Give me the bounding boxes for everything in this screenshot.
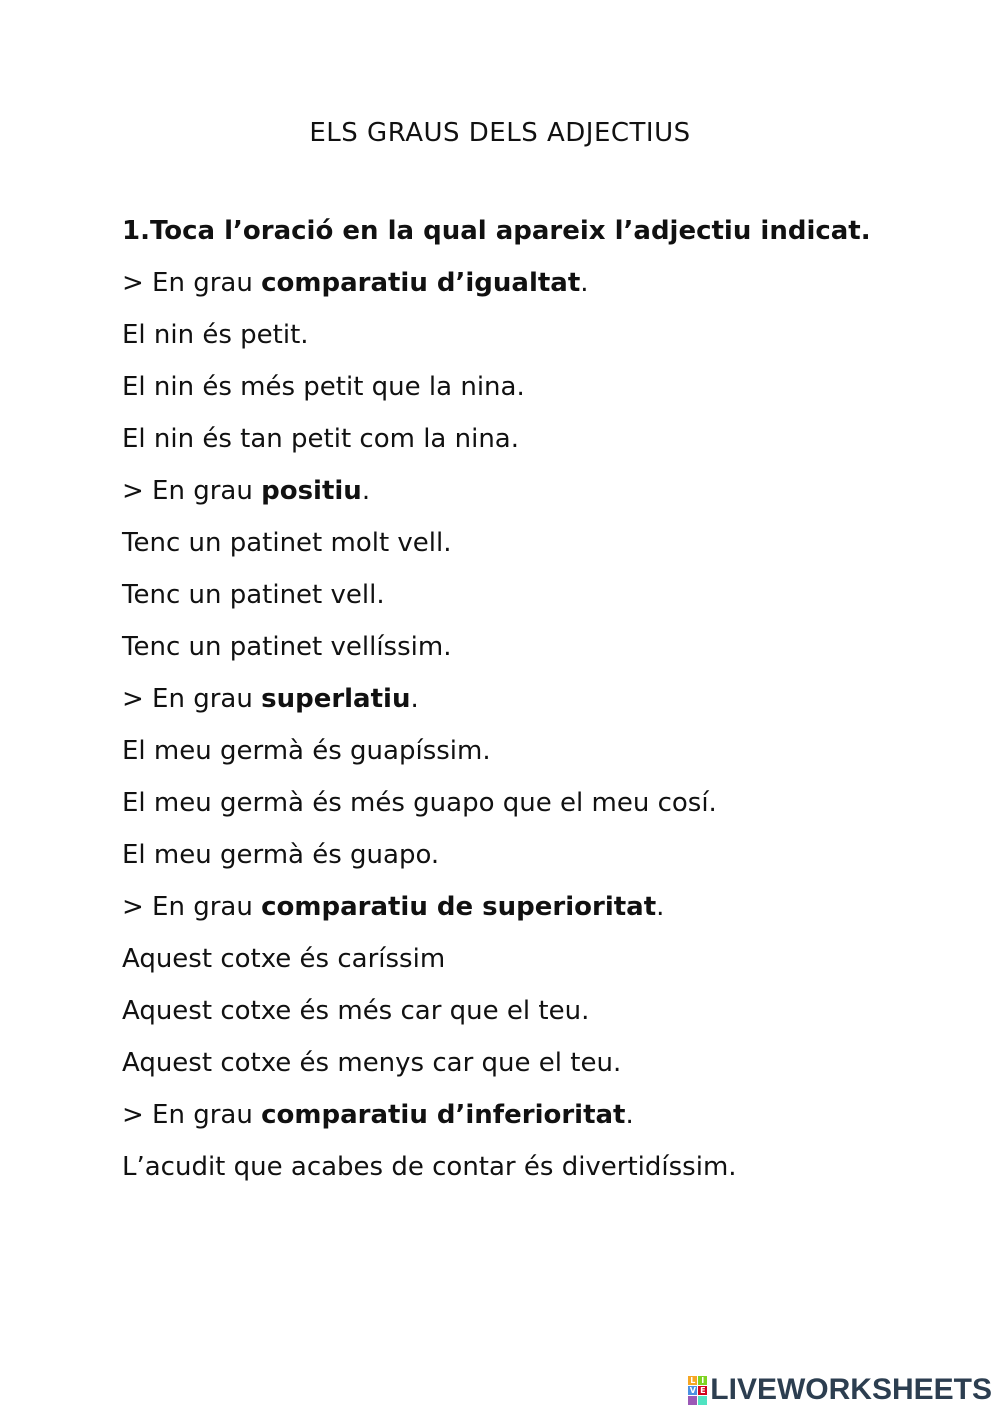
page-title: ELS GRAUS DELS ADJECTIUS — [309, 118, 691, 148]
grade-suffix: . — [656, 892, 665, 922]
worksheet-content — [122, 205, 878, 1193]
sentence-option[interactable]: El nin és tan petit com la nina. — [122, 424, 520, 454]
grade-label — [122, 257, 878, 309]
sentence-option[interactable]: El meu germà és guapo. — [122, 840, 440, 870]
sentence-option[interactable]: Tenc un patinet vellíssim. — [122, 632, 452, 662]
sentence-option[interactable]: L’acudit que acabes de contar és divertidíssim. — [122, 1152, 737, 1182]
sentence-option[interactable]: Tenc un patinet vell. — [122, 580, 385, 610]
grade-name: superlatiu — [261, 684, 411, 714]
liveworksheets-logo — [688, 1373, 992, 1407]
grade-suffix: . — [361, 476, 371, 506]
instruction-text: 1.Toca l’oració en la qual apareix l’adjectiu indicat. — [122, 216, 871, 246]
sentence-option[interactable]: Aquest cotxe és caríssim — [122, 944, 446, 974]
logo-mark-icon — [688, 1376, 707, 1405]
grade-suffix: . — [580, 268, 589, 298]
grade-name: comparatiu de superioritat — [261, 892, 657, 922]
logo-mark-cell: L — [690, 1375, 696, 1385]
grade-label — [122, 673, 878, 725]
sentence-option[interactable]: Aquest cotxe és més car que el teu. — [122, 996, 590, 1026]
sentence-option[interactable]: Tenc un patinet molt vell. — [122, 528, 452, 558]
grade-prefix: > En grau — [122, 1100, 262, 1130]
grade-prefix: > En grau — [122, 684, 262, 714]
grade-label — [122, 881, 878, 933]
grade-prefix: > En grau — [122, 476, 262, 506]
sentence-option[interactable]: El meu germà és guapíssim. — [122, 736, 491, 766]
grade-label — [122, 465, 878, 517]
sentence-option[interactable]: El nin és petit. — [122, 320, 309, 350]
grade-prefix: > En grau — [122, 268, 262, 298]
grade-suffix: . — [410, 684, 419, 714]
logo-text: LIVEWORKSHEETS — [710, 1373, 992, 1406]
grade-name: positiu — [261, 476, 362, 506]
grade-label — [122, 1089, 878, 1141]
logo-mark-cell: V — [689, 1385, 696, 1395]
logo-mark-cell — [688, 1396, 697, 1405]
grade-name: comparatiu d’inferioritat — [261, 1100, 626, 1130]
grade-name: comparatiu d’igualtat — [261, 268, 581, 298]
grade-suffix: . — [625, 1100, 634, 1130]
sentence-option[interactable]: El meu germà és més guapo que el meu cosí. — [122, 788, 717, 818]
sentence-option[interactable]: Aquest cotxe és menys car que el teu. — [122, 1048, 622, 1078]
logo-mark-cell: I — [698, 1376, 707, 1385]
logo-mark-cell — [698, 1396, 707, 1405]
grade-prefix: > En grau — [122, 892, 262, 922]
sentence-option[interactable]: El nin és més petit que la nina. — [122, 372, 525, 402]
logo-mark-cell: E — [700, 1385, 706, 1395]
